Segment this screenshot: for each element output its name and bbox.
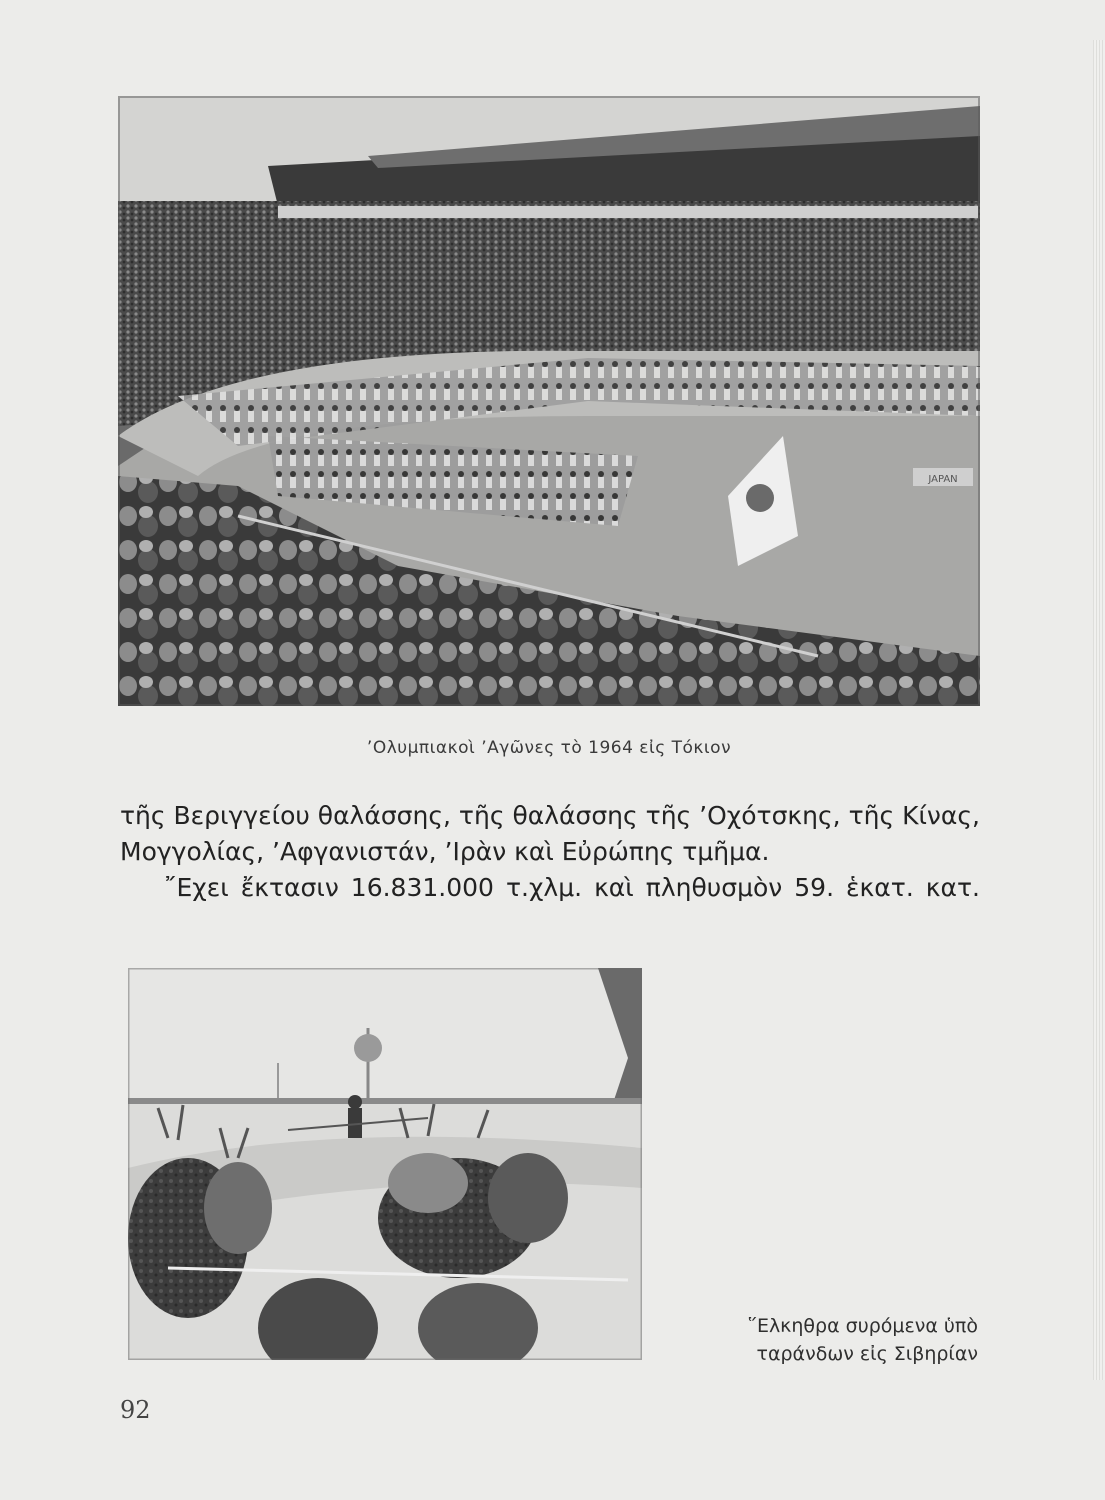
reindeer-sled-photo [128,968,642,1360]
japan-sign: JAPAN [928,474,958,485]
body-text [120,798,980,906]
reindeer-photo-caption [700,1312,978,1368]
reindeer-sled-illustration [128,968,642,1360]
olympic-stadium-photo [118,96,980,706]
page-number: 92 [120,1396,151,1424]
stadium-photo-caption: ’Ολυμπιακοὶ ’Αγῶνες τὸ 1964 εἰς Τόκιον [366,738,732,758]
page-edge [1093,40,1105,1380]
reindeer-caption-line-1: ῞Ελκηθρα συρόμενα ὑπὸ [747,1315,978,1337]
reindeer-caption-line-2: ταράνδων εἰς Σιβηρίαν [756,1343,978,1365]
olympic-stadium-illustration [118,96,980,706]
body-line-3: ῎Εχει ἔκτασιν 16.831.000 τ.χλμ. καὶ πληθυσμὸν 59. ἑκατ. κατ. [164,873,980,902]
body-line-1: τῆς Βεριγγείου θαλάσσης, τῆς θαλάσσης τῆς ’Οχότσκης, τῆς Κίνας, [120,801,980,830]
body-line-2: Μογγολίας, ’Αφγανιστάν, ’Ιρὰν καὶ Εὐρώπης τμῆμα. [120,837,770,866]
